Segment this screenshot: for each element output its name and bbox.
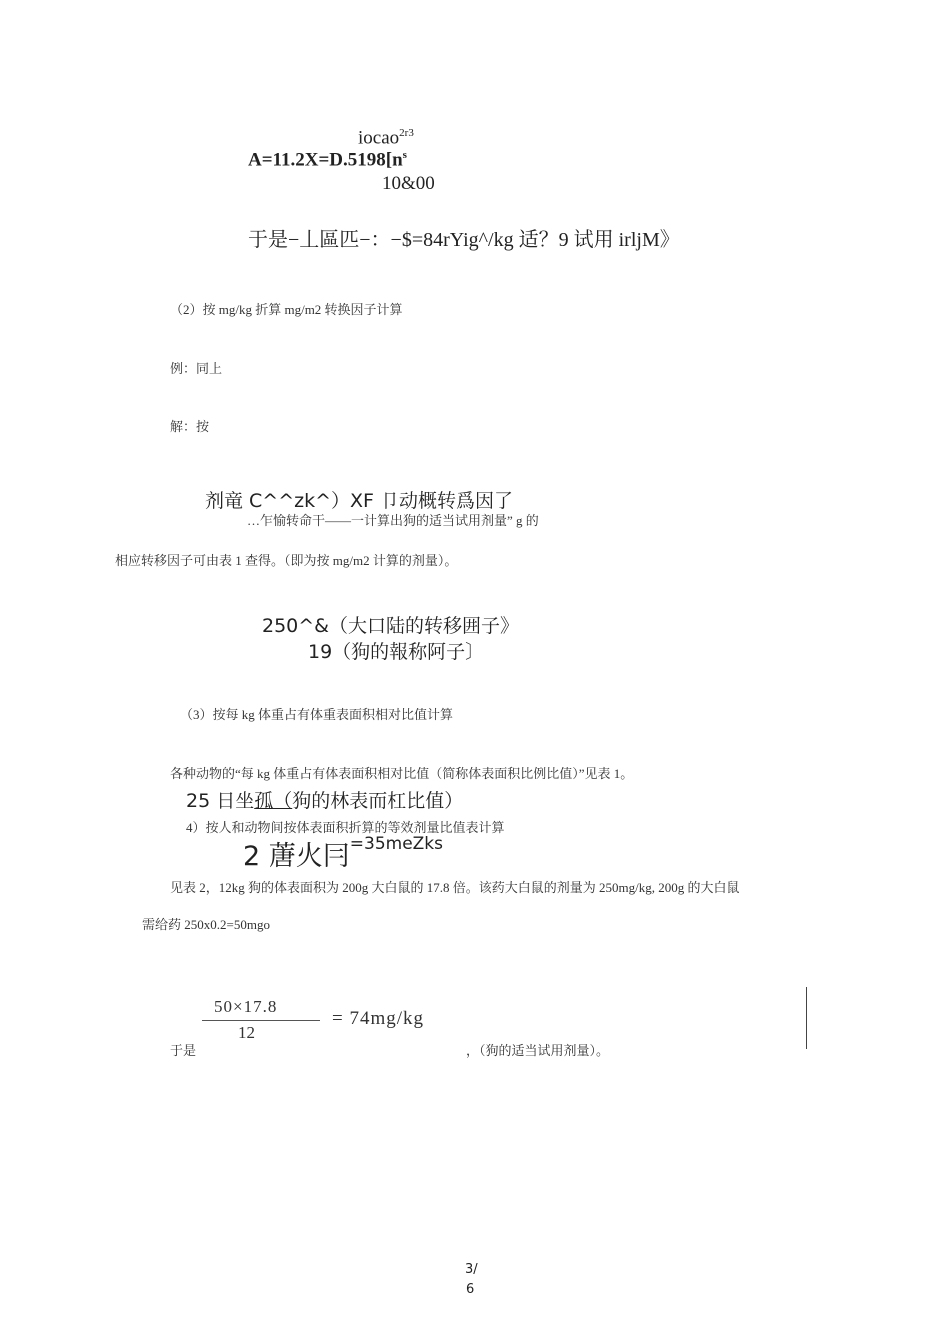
garbled-line-3 (243, 834, 443, 873)
yushi-line: 于是−丄區匹−：−$=84rYig^/kg 适？9 试用 irljM》 (248, 229, 680, 251)
section2-heading: （2）按 mg/kg 折算 mg/m2 转换因子计算 (170, 302, 403, 317)
formula-numerator (358, 127, 414, 149)
garbled-line-2: …乍愉转命干——一计算出狗的适当试用剂量” g 的 (247, 513, 539, 528)
formula-main-sup: s (402, 149, 407, 161)
ratio-prefix: 25 日坐 (186, 790, 255, 812)
section4-heading: 4）按人和动物间按体表面积折算的等效剂量比值表计算 (186, 820, 505, 835)
section3-body: 各种动物的“每 kg 体重占有体表面积相对比值（简称体表面积比例比值）”见表 1。 (170, 766, 634, 781)
ratio-suffix: 狗的林表而杠比值） (292, 790, 464, 812)
margin-line (806, 987, 807, 1049)
fraction-denominator: 12 (238, 1023, 255, 1042)
table2-note: 见表 2，12kg 狗的体表面积为 200g 大白鼠的 17.8 倍。该药大白鼠的剂量为 250mg/kg, 200g 的大白鼠 (170, 880, 740, 895)
formula-numerator-text: iocao (358, 127, 400, 149)
garbled-line-1: 剂竜 C^^zk^）XF 卩动概转爲因了 (205, 490, 514, 512)
factor-line-1: 250^&（大口陆的转移囲子》 (262, 615, 520, 637)
fraction-bar (202, 1020, 320, 1021)
solution-text: 解：按 (170, 419, 210, 434)
formula-numerator-sup: 2r3 (399, 127, 414, 139)
section3-heading: （3）按每 kg 体重占有体重表面积相对比值计算 (180, 707, 454, 722)
formula-main (248, 149, 407, 171)
final-yushi: 于是 (170, 1043, 197, 1058)
garbled-line-3-small: =35meZks (349, 834, 444, 854)
formula-denominator: 10&00 (382, 173, 435, 194)
fraction-numerator: 50×17.8 (214, 997, 278, 1016)
factor-line-2: 19（狗的報称阿子〕 (308, 641, 485, 663)
garbled-line-3-big: 2 蓎火冃 (243, 841, 350, 872)
dose-line: 需给药 250x0.2=50mgo (142, 917, 270, 932)
fraction-result: = 74mg/kg (332, 1008, 425, 1029)
example-text: 例：同上 (170, 361, 223, 376)
page-number-bottom: 6 (466, 1282, 475, 1297)
page-number-top: 3/ (465, 1262, 478, 1277)
final-suffix: ，（狗的适当试用剂量）。 (466, 1043, 610, 1058)
formula-main-text: A=11.2X=D.5198[n (248, 149, 403, 171)
ratio-underlined: 孤（ (254, 790, 293, 812)
table-note: 相应转移因子可由表 1 查得。（即为按 mg/m2 计算的剂量）。 (115, 553, 458, 568)
ratio-line (186, 786, 463, 813)
